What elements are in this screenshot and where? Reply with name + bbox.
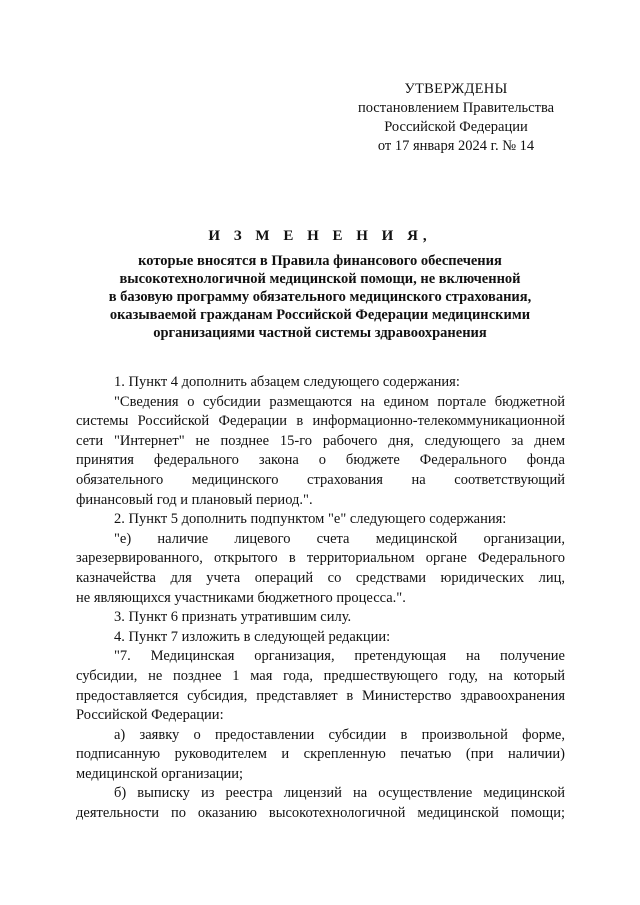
body-text-line: казначейства для учета операций со средствами юридических лиц, — [76, 569, 565, 586]
body-text-line: принятия федерального закона о бюджете Федерального фонда — [76, 452, 565, 469]
body-text-line: сети "Интернет" не позднее 15-го рабочего дня, следующего за днем — [76, 432, 565, 449]
body-text-line: б) выписку из реестра лицензий на осуществление медицинской — [114, 785, 565, 802]
approval-title: УТВЕРЖДЕНЫ — [404, 81, 508, 97]
subtitle-line: которые вносятся в Правила финансового обеспечения — [138, 253, 502, 269]
subtitle-line: оказываемой гражданам Российской Федерации медицинскими — [109, 307, 531, 323]
document-body — [76, 373, 565, 824]
body-text-line: 2. Пункт 5 дополнить подпунктом "е" следующего содержания: — [114, 511, 507, 528]
body-text-line: предоставляется субсидия, представляет в Министерство здравоохранения — [76, 687, 565, 704]
body-text-line: а) заявку о предоставлении субсидии в произвольной форме, — [114, 726, 565, 743]
body-text-line: "Сведения о субсидии размещаются на едином портале бюджетной — [114, 393, 565, 410]
body-text-line: системы Российской Федерации в информационно-телекоммуникационной — [76, 413, 565, 430]
subtitle-line: высокотехнологичной медицинской помощи, не включенной — [119, 271, 521, 287]
body-text-line: Российской Федерации: — [76, 707, 224, 724]
body-text-line: 4. Пункт 7 изложить в следующей редакции: — [114, 628, 391, 645]
body-text-line: 1. Пункт 4 дополнить абзацем следующего содержания: — [114, 374, 460, 390]
body-text-line: "7. Медицинская организация, претендующая на получение — [114, 648, 565, 665]
body-text-line: медицинской организации; — [76, 765, 244, 782]
approval-line: постановлением Правительства — [357, 100, 555, 116]
subtitle-line: в базовую программу обязательного медицинского страхования, — [108, 289, 532, 305]
approval-line: Российской Федерации — [384, 119, 528, 135]
body-text-line: зарезервированного, открытого в территориальном органе Федерального — [76, 550, 565, 567]
approval-block — [340, 80, 572, 156]
body-text-line: обязательного медицинского страхования на соответствующий — [76, 471, 565, 488]
body-text-line: деятельности по оказанию высокотехнологичной медицинской помощи; — [76, 805, 565, 822]
subtitle-line: организациями частной системы здравоохранения — [153, 325, 487, 341]
body-text-line: подписанную руководителем и скрепленную печатью (при наличии) — [76, 746, 565, 763]
body-text-line: не являющихся участниками бюджетного процесса.". — [76, 589, 406, 606]
body-text-line: финансовый год и плановый период.". — [76, 491, 313, 508]
body-text-line: субсидии, не позднее 1 мая года, предшествующего году, на который — [76, 667, 565, 684]
approval-date-line: от 17 января 2024 г. № 14 — [377, 138, 535, 154]
body-text-line: "е) наличие лицевого счета медицинской организации, — [114, 530, 565, 547]
document-subtitle — [80, 252, 560, 342]
body-text-line: 3. Пункт 6 признать утратившим силу. — [114, 609, 352, 626]
document-title: И З М Е Н Е Н И Я, — [208, 228, 432, 244]
